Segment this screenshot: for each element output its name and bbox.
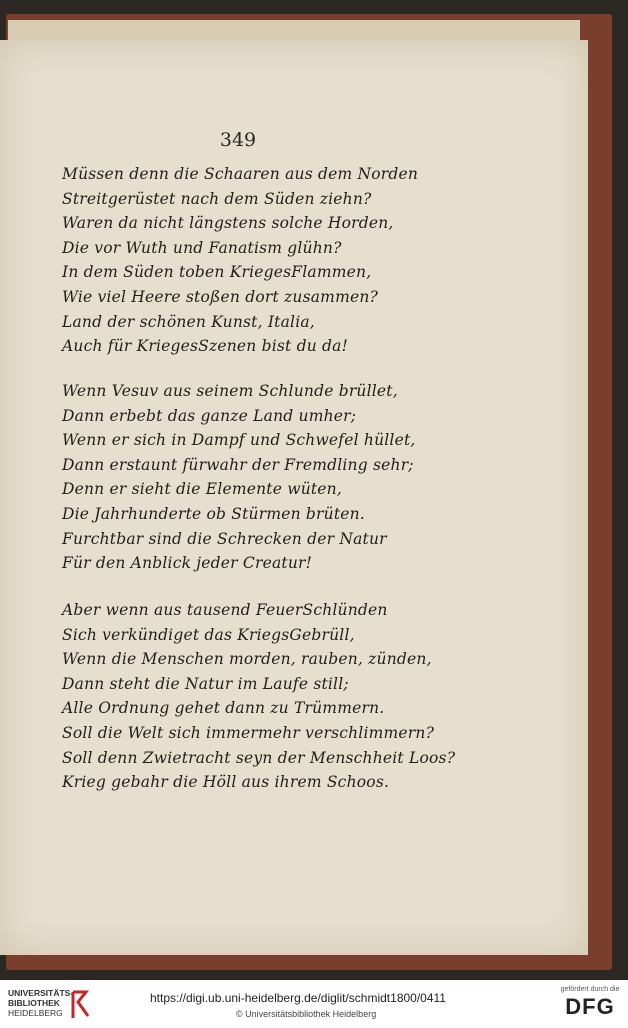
book-page [0, 40, 588, 955]
verse-line: Aber wenn aus tausend FeuerSchlünden [62, 601, 388, 619]
library-name-line: HEIDELBERG [8, 1008, 63, 1018]
verse-line: Sich verkündiget das KriegsGebrüll, [62, 625, 355, 644]
verse-line: Krieg gebahr die Höll aus ihrem Schoos. [62, 773, 390, 792]
page-edge [8, 20, 580, 42]
funding-label: gefördert durch die [560, 986, 620, 993]
verse-line: Die vor Wuth und Fanatism glühn? [62, 238, 342, 257]
verse-line: Müssen denn die Schaaren aus dem Norden [62, 165, 419, 183]
viewer-footer [0, 980, 628, 1028]
dfg-logo[interactable]: DFG [565, 994, 615, 1019]
library-name-line: UNIVERSITÄTS- [8, 988, 74, 998]
verse-line: Wie viel Heere stoßen dort zusammen? [62, 287, 379, 306]
verse-line: Alle Ordnung gehet dann zu Trümmern. [62, 699, 385, 718]
verse-line: Denn er sieht die Elemente wüten, [62, 480, 342, 499]
library-logo[interactable] [8, 988, 94, 1022]
verse-line: Wenn Vesuv aus seinem Schlunde brüllet, [62, 382, 398, 400]
page-number: 349 [219, 129, 257, 151]
verse-line: Für den Anblick jeder Creatur! [62, 554, 313, 573]
verse-line: Streitgerüstet nach dem Süden ziehn? [62, 189, 372, 208]
verse-line: Soll die Welt sich immermehr verschlimmern? [62, 723, 435, 742]
verse-line: Auch für KriegesSzenen bist du da! [62, 337, 349, 356]
verse-line: Wenn die Menschen morden, rauben, zünden, [62, 650, 432, 669]
verse-line: Dann steht die Natur im Laufe still; [62, 674, 349, 693]
verse-line: Furchtbar sind die Schrecken der Natur [62, 529, 387, 548]
stanza-1 [62, 162, 418, 359]
library-emblem-icon [70, 990, 92, 1020]
stanza-3 [62, 598, 455, 795]
copyright-notice: © Universitätsbibliothek Heidelberg [236, 1009, 377, 1019]
verse-line: Land der schönen Kunst, Italia, [62, 312, 315, 331]
verse-line: In dem Süden toben KriegesFlammen, [62, 263, 372, 282]
permalink-url[interactable]: https://digi.ub.uni-heidelberg.de/diglit/schmidt1800/0411 [150, 991, 446, 1005]
verse-line: Soll denn Zwietracht seyn der Menschheit Loos? [62, 748, 456, 767]
verse-line: Die Jahrhunderte ob Stürmen brüten. [62, 504, 365, 523]
verse-line: Wenn er sich in Dampf und Schwefel hüllet, [62, 431, 416, 450]
verse-line: Waren da nicht längstens solche Horden, [62, 214, 394, 233]
library-name-line: BIBLIOTHEK [8, 998, 60, 1008]
stanza-2 [62, 379, 416, 576]
verse-line: Dann erstaunt fürwahr der Fremdling sehr; [62, 455, 414, 474]
verse-line: Dann erbebt das ganze Land umher; [62, 406, 357, 425]
